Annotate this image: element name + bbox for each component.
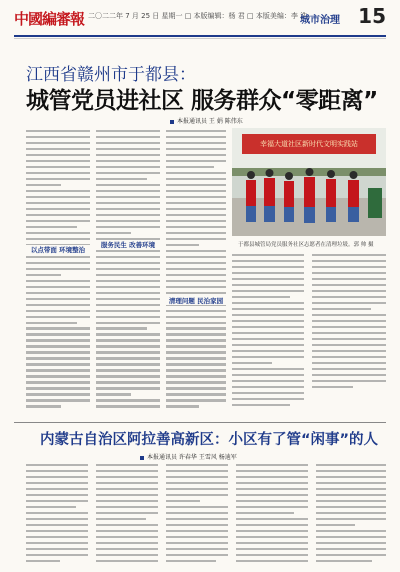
issue-dateline: 二〇二二年 7 月 25 日 星期一 □ 本版编辑：杨 君 □ 本版美编：李 浩	[88, 12, 308, 20]
article-kicker: 江西省赣州市于都县：	[26, 65, 196, 85]
article-column-5	[312, 254, 386, 420]
article-byline	[170, 116, 310, 124]
article-2-column-1	[26, 464, 88, 568]
article-2-column-2	[96, 464, 158, 568]
newspaper-masthead: 中國編審報	[14, 10, 85, 28]
page-number: 15	[358, 4, 386, 28]
column-2-subhead: 服务民生 改善环境	[96, 240, 160, 249]
column-1-subhead: 以点带面 环境整治	[26, 245, 90, 254]
byline-2-bullet-icon	[140, 456, 144, 460]
column-3-subhead: 清理问题 民治家园	[166, 296, 226, 305]
article-column-2	[96, 130, 160, 420]
article-2-column-4	[236, 464, 308, 568]
header-subrule	[14, 38, 386, 39]
article-headline: 城管党员进社区 服务群众“零距离”	[26, 88, 378, 114]
article-2-column-5	[316, 464, 386, 568]
article-column-4	[232, 254, 304, 420]
photo-banner-text: 幸福大道社区新时代文明实践站	[260, 140, 358, 148]
byline-2-text: 本报通讯员 许春华 王雪风 杨迪军	[147, 454, 237, 461]
article-column-1	[26, 130, 90, 420]
article-column-3	[166, 130, 226, 420]
article-divider	[14, 422, 386, 423]
photo-caption: 于都县城管局党员服务社区志愿者在清理垃圾。郭 帅 摄	[238, 242, 374, 248]
article-photo	[232, 128, 386, 236]
byline-bullet-icon	[170, 120, 174, 124]
article-2-column-3	[166, 464, 228, 568]
section-title: 城市治理	[300, 15, 340, 26]
byline-text: 本报通讯员 王 娟 陈伟东	[177, 118, 243, 125]
article-2-byline	[140, 452, 320, 460]
article-2-headline: 内蒙古自治区阿拉善高新区：小区有了管“闲事”的人	[40, 432, 379, 448]
header-rule	[14, 35, 386, 37]
